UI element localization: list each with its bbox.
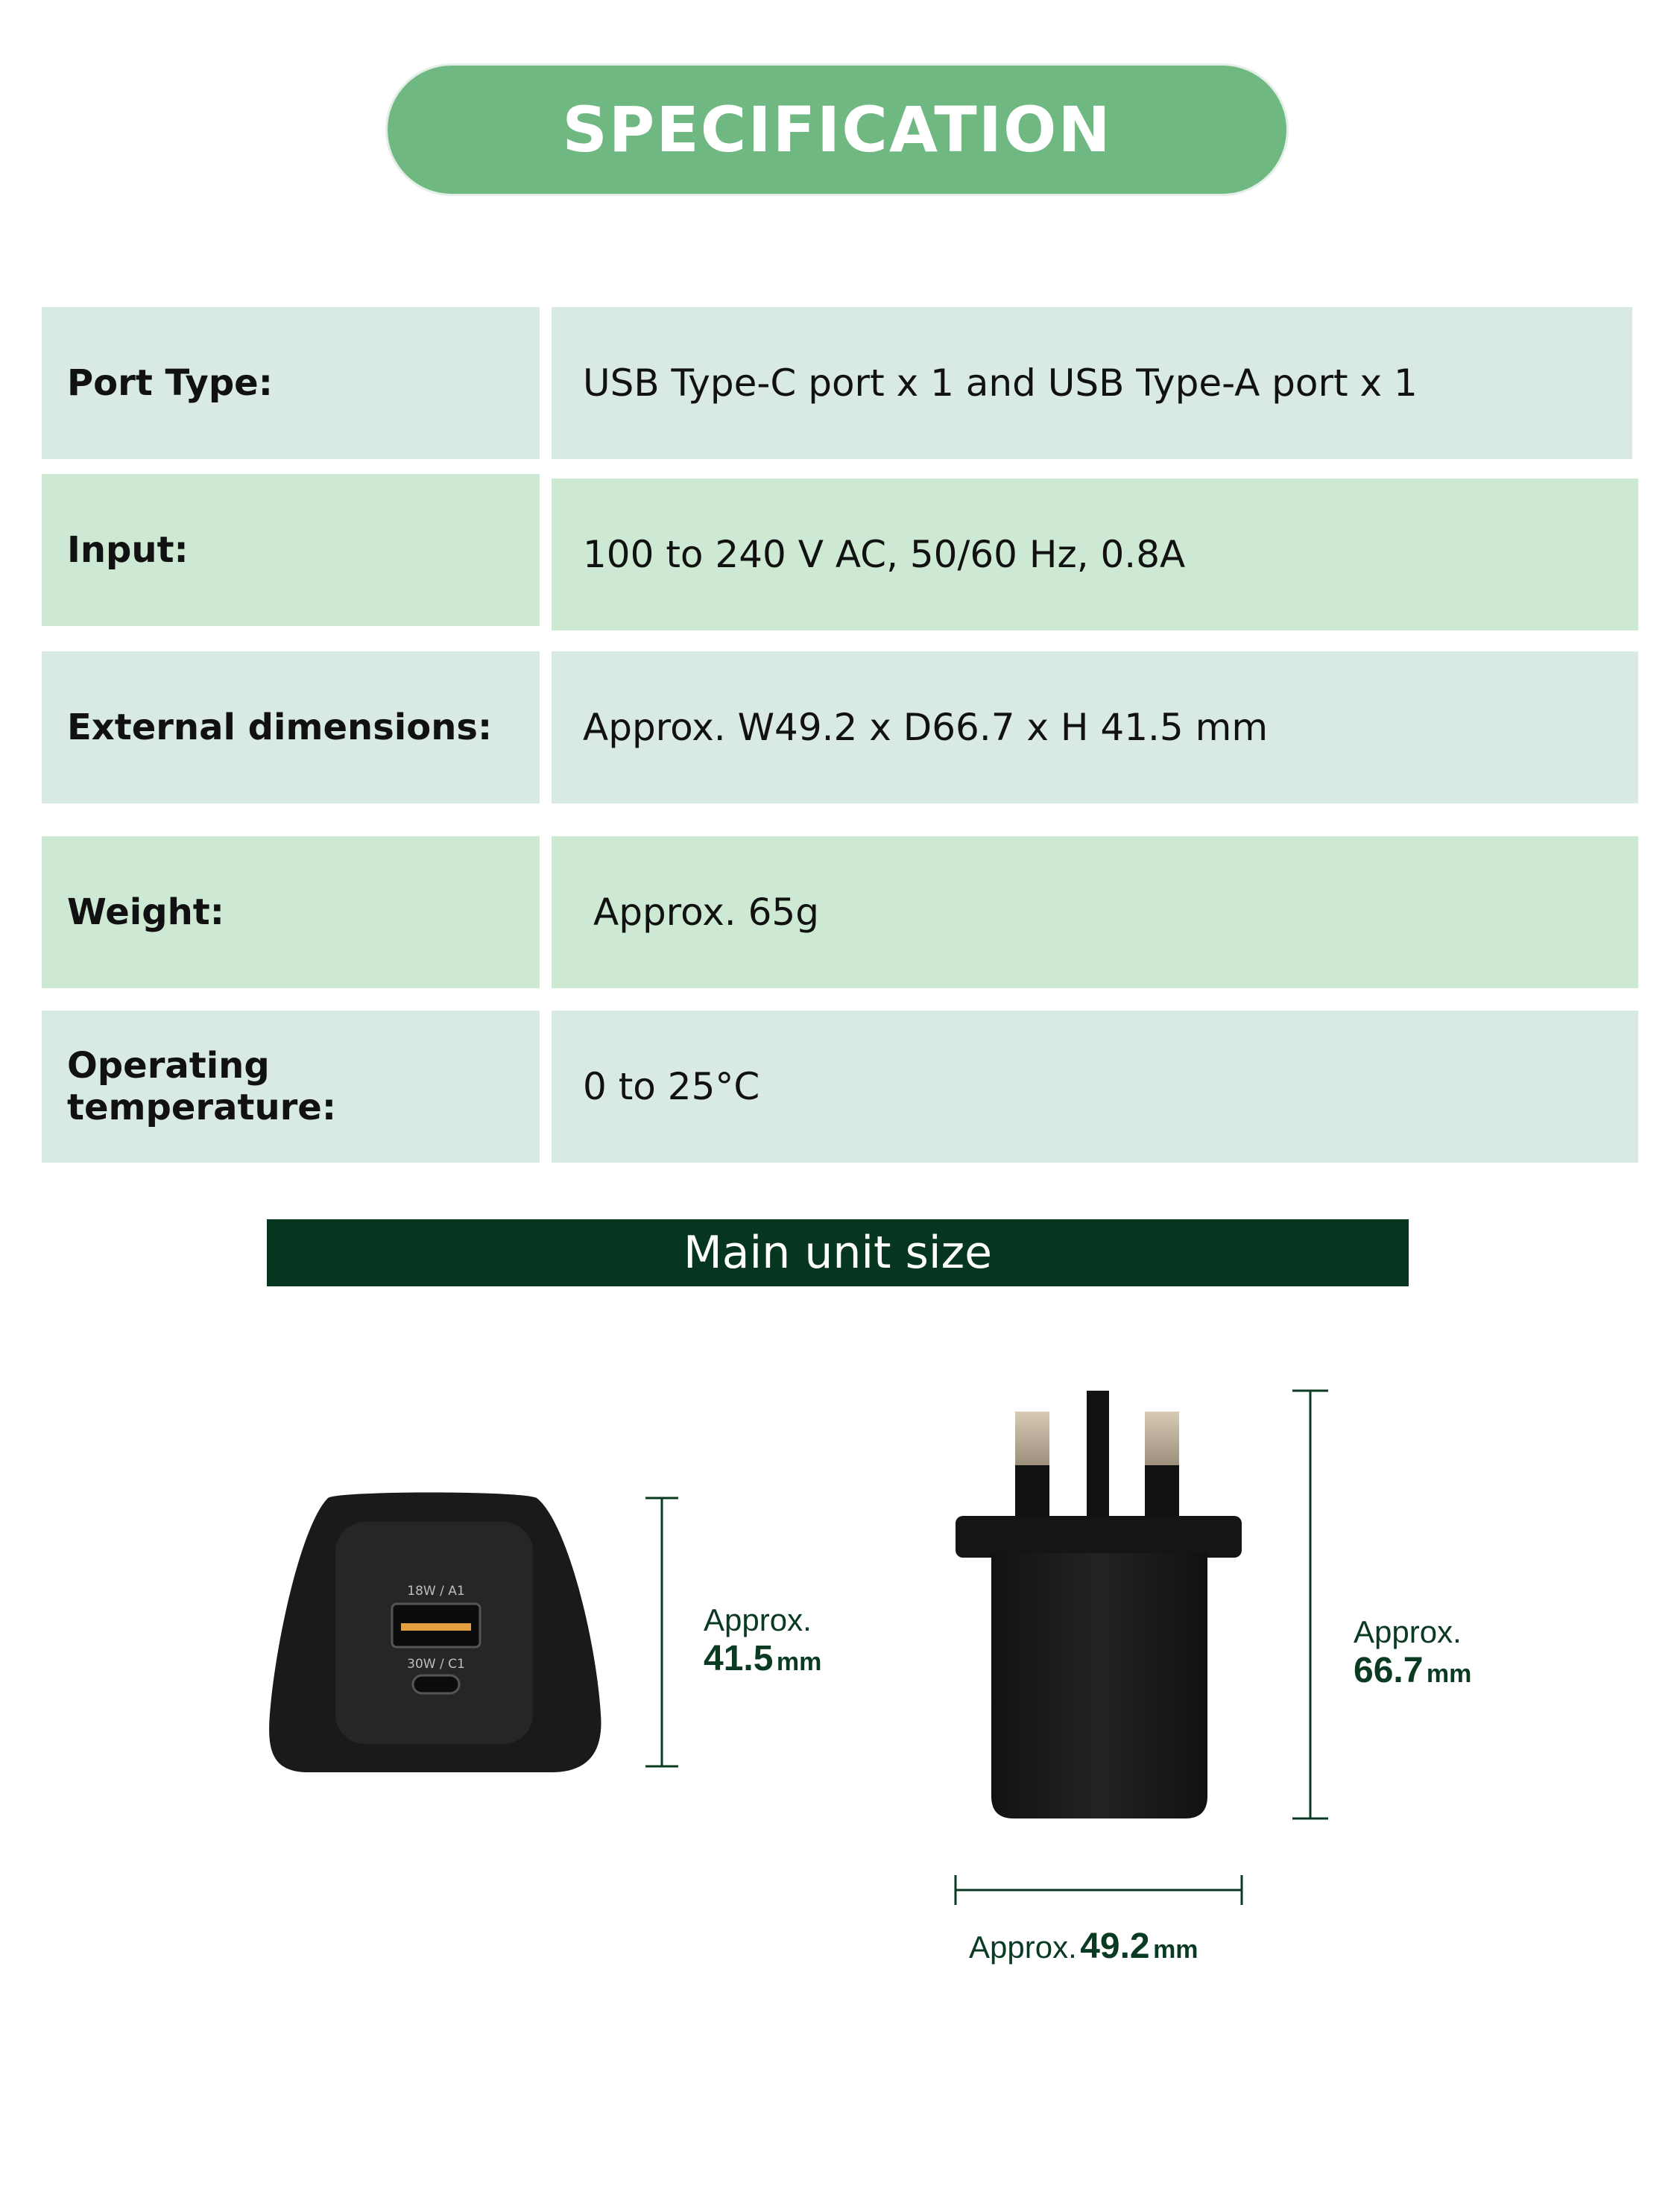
width-value: 49.2 — [1080, 1927, 1150, 1966]
earth-pin — [1087, 1391, 1109, 1526]
plug-flange — [956, 1516, 1242, 1558]
height-dimension-text — [704, 1602, 821, 1679]
height-value: 41.5 — [704, 1639, 774, 1678]
spec-label-input: Input: — [42, 474, 540, 626]
live-pin-tip — [1015, 1412, 1049, 1465]
width-unit: mm — [1153, 1935, 1198, 1964]
depth-dimension-text — [1354, 1614, 1471, 1691]
height-unit: mm — [776, 1648, 822, 1676]
depth-value: 66.7 — [1354, 1651, 1424, 1690]
usb-c-port — [413, 1675, 459, 1693]
depth-dimension-line — [1292, 1391, 1328, 1818]
charger-side-view — [956, 1391, 1242, 1818]
spec-value-port-type: USB Type-C port x 1 and USB Type-A port x 1 — [552, 307, 1632, 459]
width-approx: Approx. — [969, 1930, 1077, 1965]
depth-unit: mm — [1426, 1660, 1472, 1688]
width-dimension-text — [969, 1926, 1198, 1967]
height-dimension-line — [645, 1498, 678, 1766]
neutral-pin-tip — [1145, 1412, 1179, 1465]
spec-value-input: 100 to 240 V AC, 50/60 Hz, 0.8A — [552, 478, 1638, 631]
depth-approx: Approx. — [1354, 1614, 1462, 1649]
spec-value-external-dimensions: Approx. W49.2 x D66.7 x H 41.5 mm — [552, 651, 1638, 803]
usb-a-port-tongue — [401, 1623, 471, 1631]
spec-label-port-type: Port Type: — [42, 307, 540, 459]
section-title: Main unit size — [683, 1227, 992, 1279]
spec-value-operating-temperature: 0 to 25°C — [552, 1011, 1638, 1163]
port-c-label: 30W / C1 — [407, 1657, 465, 1672]
charger-front-view — [269, 1493, 601, 1773]
width-dimension-line — [956, 1875, 1242, 1905]
port-a-label: 18W / A1 — [407, 1584, 465, 1599]
spec-label-external-dimensions: External dimensions: — [42, 651, 540, 803]
spec-value-weight: Approx. 65g — [552, 836, 1638, 988]
height-approx: Approx. — [704, 1602, 812, 1637]
spec-label-weight: Weight: — [42, 836, 540, 988]
spec-label-operating-temperature: Operating temperature: — [42, 1011, 540, 1163]
page-title: SPECIFICATION — [562, 93, 1112, 166]
charger-body — [991, 1553, 1207, 1818]
